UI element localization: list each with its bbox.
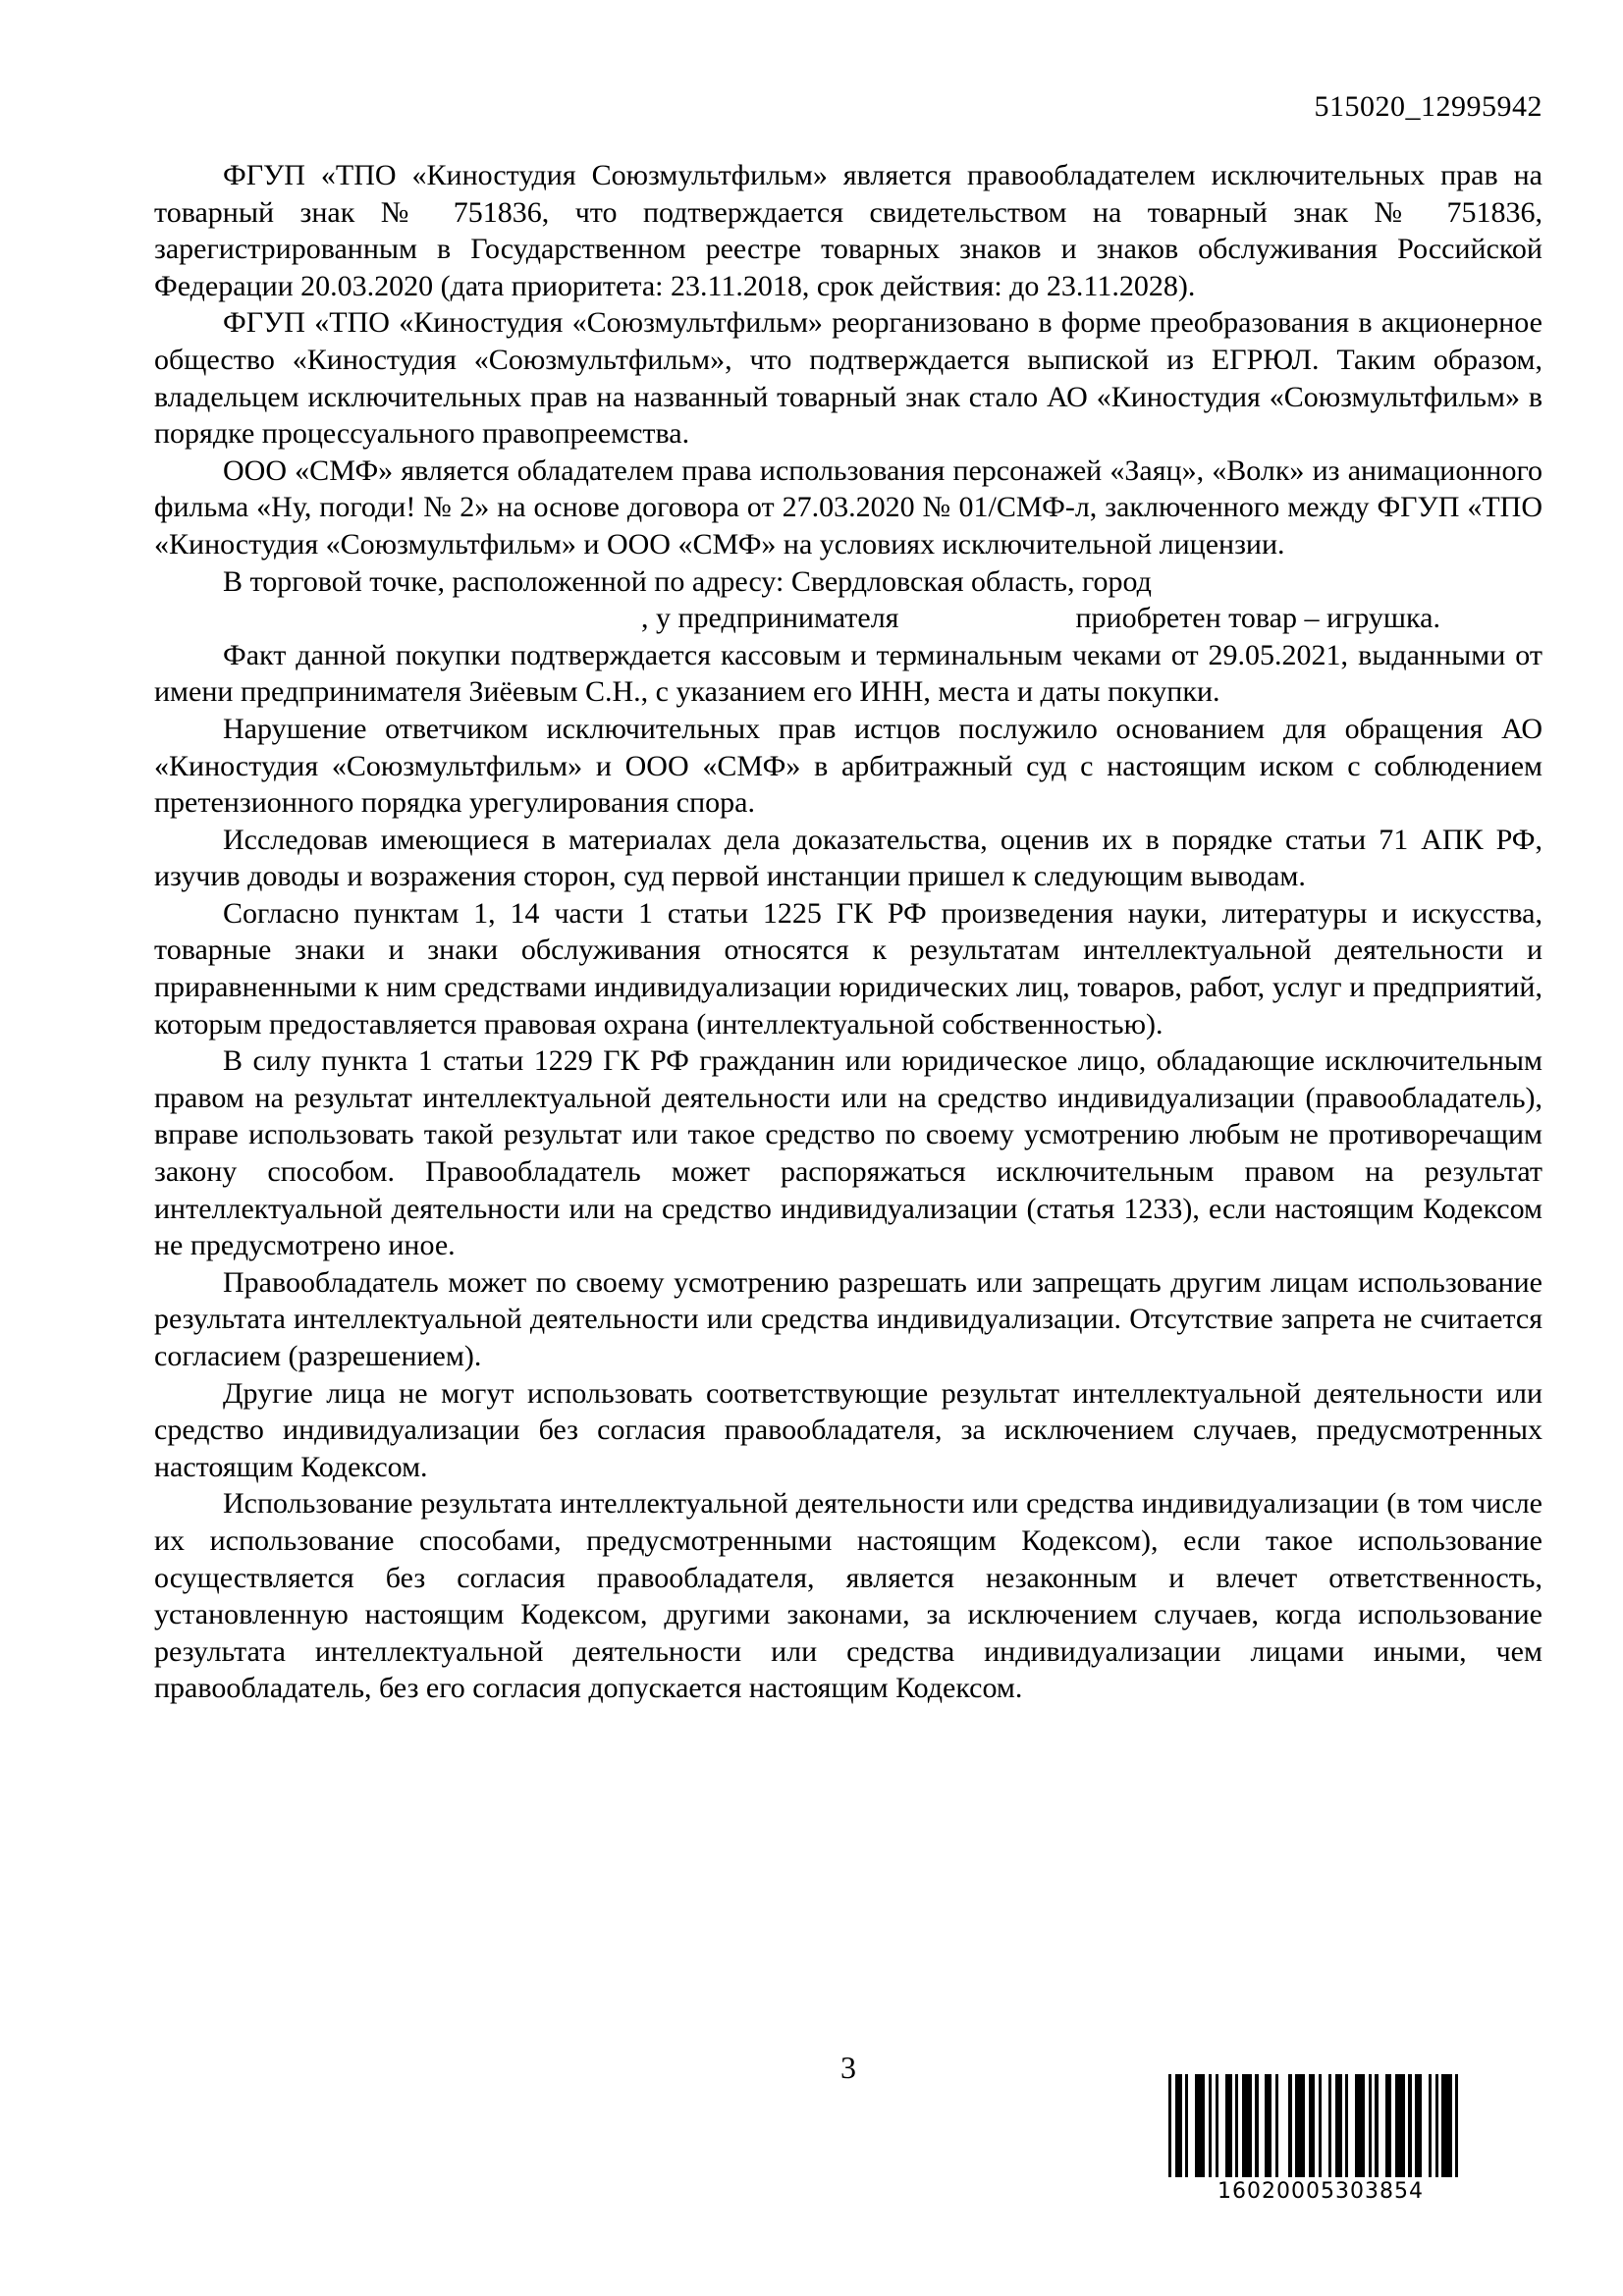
paragraph-purchase-redacted xyxy=(154,563,1542,637)
redaction-gap xyxy=(154,626,641,627)
barcode-number: 16020005303854 xyxy=(1217,2179,1424,2204)
paragraph-other-persons: Другие лица не могут использовать соответствующие результат интеллектуальной деятельности или средство индивидуализации без согласия правообладателя, за исключением случаев, предусмотренных настоящим Кодексом. xyxy=(154,1376,1542,1483)
barcode xyxy=(1168,2074,1473,2204)
page-number: 3 xyxy=(840,2050,856,2085)
purchase-line2-part1: , у предпринимателя xyxy=(641,602,899,635)
paragraph-claim-basis: Нарушение ответчиком исключительных прав истцов послужило основанием для обращения АО «Киностудия «Союзмультфильм» и ООО «СМФ» в арбитражный суд с настоящим иском с соблюдением претензионного порядка урегулирования спора. xyxy=(154,712,1542,820)
document-id: 515020_12995942 xyxy=(1314,90,1542,123)
document-body xyxy=(154,157,1542,1707)
paragraph-reorganization: ФГУП «ТПО «Киностудия «Союзмультфильм» реорганизовано в форме преобразования в акционерное общество «Киностудия «Союзмультфильм», что подтверждается выпиской из ЕГРЮЛ. Таким образом, владельцем исключительных прав на названный товарный знак стало АО «Киностудия «Союзмультфильм» в порядке процессуального правопреемства. xyxy=(154,306,1542,451)
paragraph-rightsholder-permission: Правообладатель может по своему усмотрению разрешать или запрещать другим лицам использование результата интеллектуальной деятельности или средства индивидуализации. Отсутствие запрета не считается согласием (разрешением). xyxy=(154,1265,1542,1372)
paragraph-gk-1229: В силу пункта 1 статьи 1229 ГК РФ гражданин или юридическое лицо, обладающие исключительным правом на результат интеллектуальной деятельности или на средство индивидуализации (правообладатель), вправе использовать такой результат или такое средство по своему усмотрению любым не противоречащим закону способом. Правообладатель может распоряжаться исключительным правом на результат интеллектуальной деятельности или на средство индивидуализации (статья 1233), если настоящим Кодексом не предусмотрено иное. xyxy=(154,1044,1542,1262)
purchase-line1: В торговой точке, расположенной по адресу: Свердловская область, город xyxy=(223,564,1152,598)
paragraph-trademark-ownership: ФГУП «ТПО «Киностудия Союзмультфильм» является правообладателем исключительных прав на товарный знак № 751836, что подтверждается свидетельством на товарный знак № 751836, зарегистрированным в Государственном реестре товарных знаков и знаков обслуживания Российской Федерации 20.03.2020 (дата приоритета: 23.11.2018, срок действия: до 23.11.2028). xyxy=(154,159,1542,302)
paragraph-license-smf: ООО «СМФ» является обладателем права использования персонажей «Заяц», «Волк» из анимационного фильма «Ну, погоди! № 2» на основе договора от 27.03.2020 № 01/СМФ-л, заключенного между ФГУП «ТПО «Киностудия «Союзмультфильм» и ООО «СМФ» на условиях исключительной лицензии. xyxy=(154,454,1542,561)
redaction-gap xyxy=(898,626,1075,627)
barcode-image xyxy=(1168,2074,1473,2177)
paragraph-purchase-proof: Факт данной покупки подтверждается кассовым и терминальным чеками от 29.05.2021, выданными от имени предпринимателя Зиёевым С.Н., с указанием его ИНН, места и даты покупки. xyxy=(154,638,1542,709)
paragraph-court-review: Исследовав имеющиеся в материалах дела доказательства, оценив их в порядке статьи 71 АПК РФ, изучив доводы и возражения сторон, суд первой инстанции пришел к следующим выводам. xyxy=(154,823,1542,893)
purchase-line2 xyxy=(154,600,1542,637)
purchase-line2-part2: приобретен товар – игрушка. xyxy=(1075,602,1440,635)
paragraph-gk-1225: Согласно пунктам 1, 14 части 1 статьи 1225 ГК РФ произведения науки, литературы и искусства, товарные знаки и знаки обслуживания относятся к результатам интеллектуальной деятельности и приравненными к ним средствами индивидуализации юридических лиц, товаров, работ, услуг и предприятий, которым предоставляется правовая охрана (интеллектуальной собственностью). xyxy=(154,896,1542,1041)
paragraph-unlawful-use: Использование результата интеллектуальной деятельности или средства индивидуализации (в том числе их использование способами, предусмотренными настоящим Кодексом), если такое использование осуществляется без согласия правообладателя, является незаконным и влечет ответственность, установленную настоящим Кодексом, другими законами, за исключением случаев, когда использование результата интеллектуальной деятельности или средства индивидуализации лицами иными, чем правообладатель, без его согласия допускается настоящим Кодексом. xyxy=(154,1487,1542,1705)
